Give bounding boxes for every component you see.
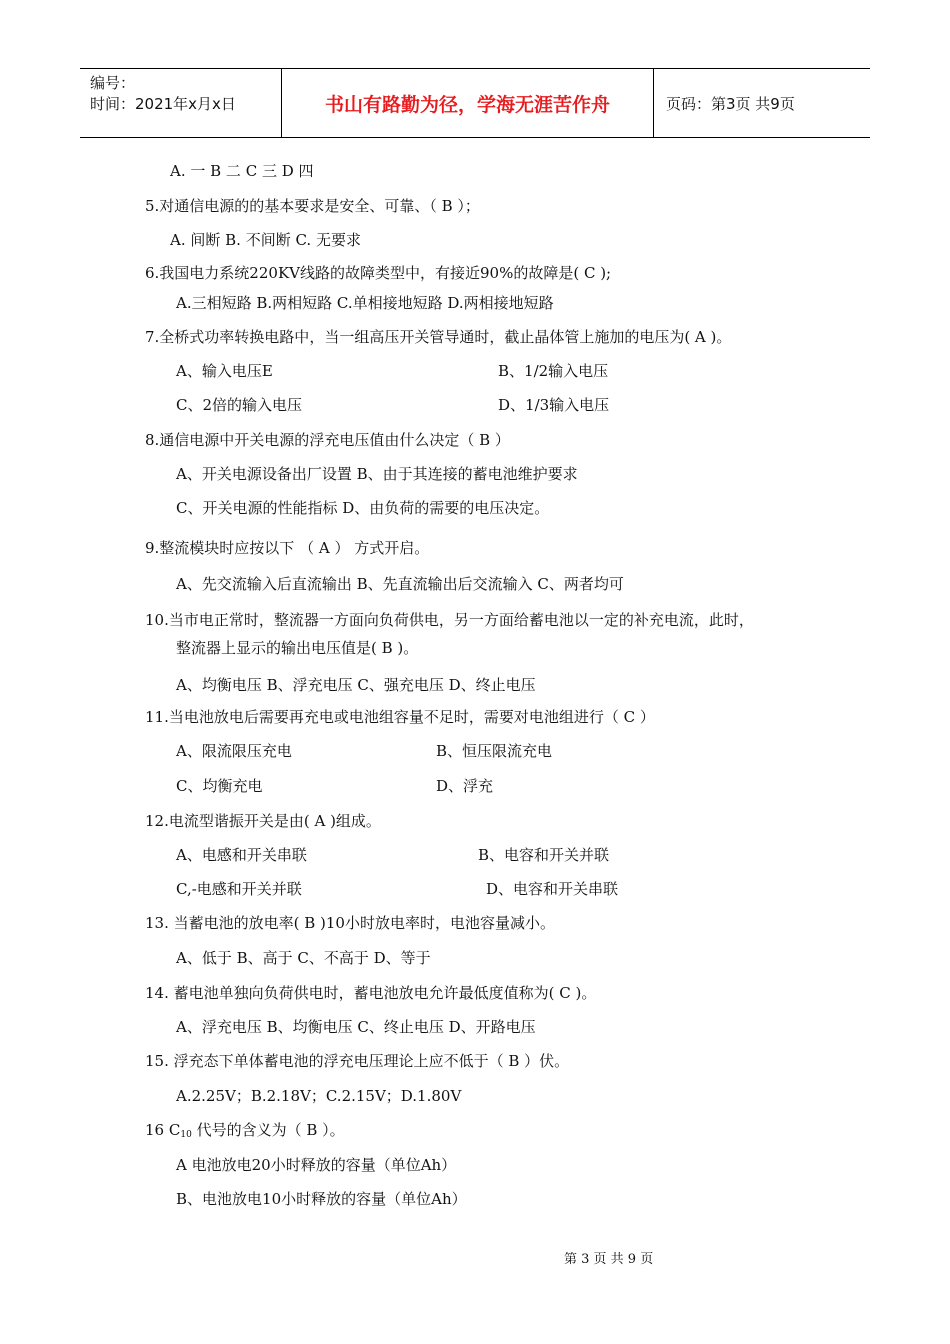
line-11: 8.通信电源中开关电源的浮充电压值由什么决定（ B ） (145, 431, 510, 449)
line-18: A、均衡电压 B、浮充电压 C、强充电压 D、终止电压 (176, 676, 536, 694)
line-35-subscript: 10 (180, 1130, 192, 1140)
line-12: A、开关电源设备出厂设置 B、由于其连接的蓄电池维护要求 (176, 465, 578, 483)
line-21: B、恒压限流充电 (436, 742, 553, 760)
number-label: 编号： (90, 74, 136, 92)
date-label: 时间：2021年x月x日 (90, 95, 236, 113)
line-1: A. 一 B 二 C 三 D 四 (170, 162, 314, 180)
motto: 书山有路勤为径，学海无涯苦作舟 (324, 93, 610, 116)
line-36: A 电池放电20小时释放的容量（单位Ah） (176, 1156, 457, 1174)
line-9: C、2倍的输入电压 (176, 396, 303, 414)
line-2: 5.对通信电源的的基本要求是安全、可靠、（ B ）； (145, 197, 480, 215)
line-3: A. 间断 B. 不间断 C. 无要求 (170, 231, 361, 249)
line-29: 13. 当蓄电池的放电率( B )10小时放电率时，电池容量减小。 (145, 914, 555, 932)
line-26: B、电容和开关并联 (478, 846, 610, 864)
line-7: A、输入电压E (176, 362, 273, 380)
line-34: A.2.25V；B.2.18V；C.2.15V；D.1.80V (176, 1087, 462, 1105)
line-33: 15. 浮充态下单体蓄电池的浮充电压理论上应不低于（ B ）伏。 (145, 1052, 570, 1070)
line-13: C、开关电源的性能指标 D、由负荷的需要的电压决定。 (176, 499, 550, 517)
header-page-cell (654, 69, 870, 137)
line-6: 7.全桥式功率转换电路中，当一组高压开关管导通时，截止晶体管上施加的电压为( A )。 (145, 328, 732, 346)
line-14: 9.整流模块时应按以下 （ A ） 方式开启。 (145, 539, 430, 557)
line-17: 整流器上显示的输出电压值是( B )。 (176, 639, 419, 657)
line-5: A.三相短路 B.两相短路 C.单相接地短路 D.两相接地短路 (176, 294, 554, 312)
line-27: C,-电感和开关并联 (176, 880, 302, 898)
line-20: A、限流限压充电 (176, 742, 292, 760)
line-22: C、均衡充电 (176, 777, 263, 795)
line-32: A、浮充电压 B、均衡电压 C、终止电压 D、开路电压 (176, 1018, 536, 1036)
page-footer: 第 3 页 共 9 页 (564, 1252, 654, 1267)
line-10: D、1/3输入电压 (498, 396, 610, 414)
line-35 (145, 1120, 345, 1145)
line-16: 10.当市电正常时，整流器一方面向负荷供电，另一方面给蓄电池以一定的补充电流，此时， (145, 611, 754, 629)
line-24: 12.电流型谐振开关是由( A )组成。 (145, 812, 381, 830)
line-37: B、电池放电10小时释放的容量（单位Ah） (176, 1190, 467, 1208)
line-15: A、先交流输入后直流输出 B、先直流输出后交流输入 C、两者均可 (176, 575, 624, 593)
header-motto-cell (282, 69, 654, 137)
page-label: 页码：第3页 共9页 (666, 94, 795, 113)
page-header (80, 68, 870, 138)
line-35-rest: 代号的含义为（ B ）。 (191, 1121, 345, 1139)
line-23: D、浮充 (436, 777, 494, 795)
line-19: 11.当电池放电后需要再充电或电池组容量不足时，需要对电池组进行（ C ） (145, 708, 655, 726)
header-left-cell (80, 69, 282, 137)
line-31: 14. 蓄电池单独向负荷供电时，蓄电池放电允许最低度值称为( C )。 (145, 984, 597, 1002)
line-28: D、电容和开关串联 (486, 880, 619, 898)
line-8: B、1/2输入电压 (498, 362, 609, 380)
line-4: 6.我国电力系统220KV线路的故障类型中，有接近90%的故障是( C ); (145, 264, 612, 282)
line-25: A、电感和开关串联 (176, 846, 307, 864)
line-30: A、低于 B、高于 C、不高于 D、等于 (176, 949, 431, 967)
line-35-text: 16 C (145, 1121, 181, 1139)
